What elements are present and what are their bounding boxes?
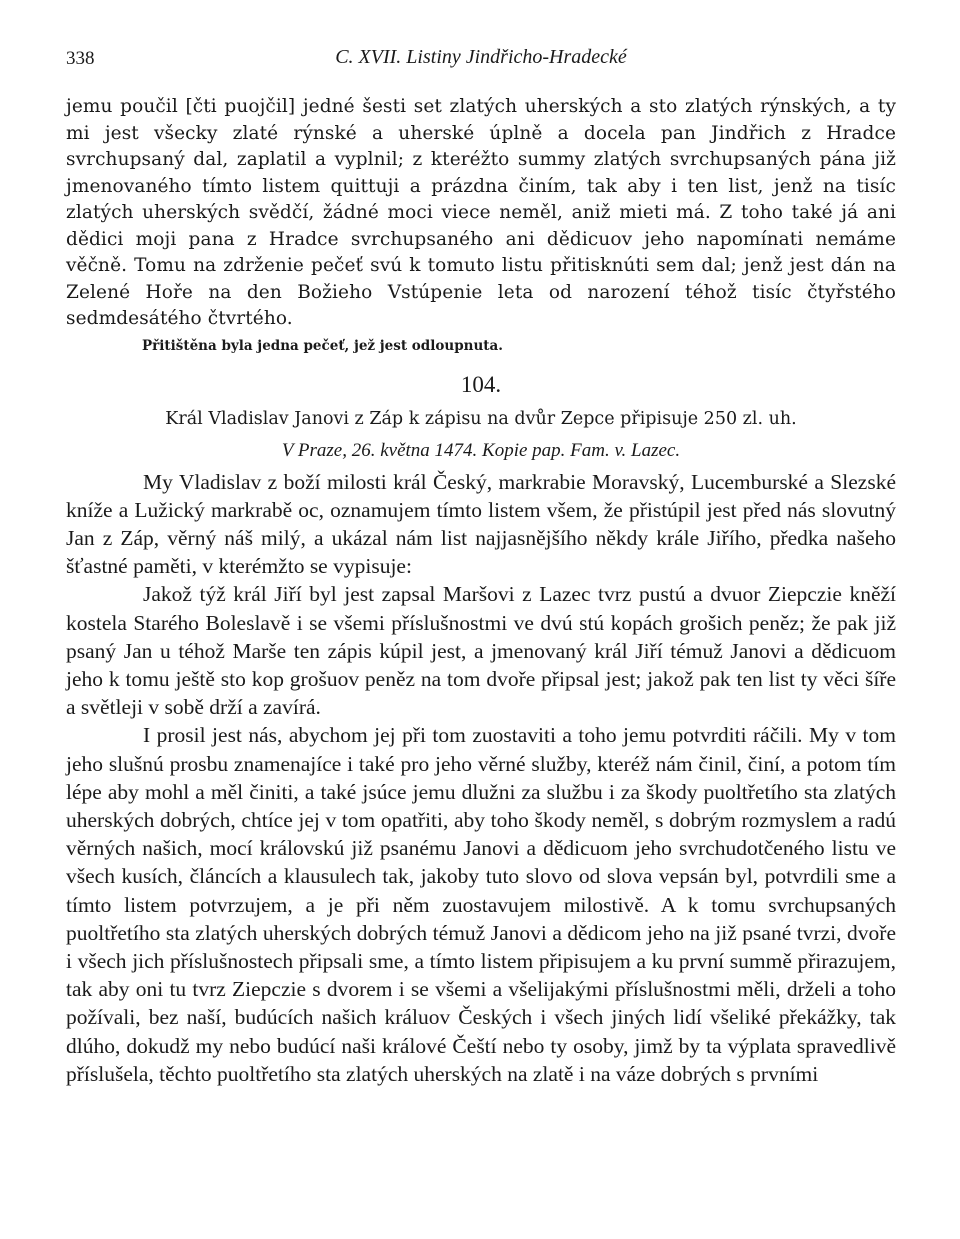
- document-body: [66, 468, 896, 1088]
- document-number: 104.: [460, 371, 502, 397]
- page-number: 338: [66, 48, 95, 69]
- seal-note: Přitištěna byla jedna pečeť, jež jest odloupnuta.: [142, 337, 503, 354]
- previous-document-text: jemu poučil [čti puojčil] jedné šesti set zlatých uherských a sto zlatých rýnských, a ty mi jest všecky zlaté rýnské a uherské úplně a docela pan Jindřich z Hradce svrchupsaný dal, zaplatil a vyplnil; z kteréžto summy zlatých svrchupsaných pána již jmenovaného tímto listem quittuji a prázdna činím, tak aby i ten list, jenž na tisíc zlatých uherských svědčí, žádné moci viece neměl, aniž mieti má. Z toho také já ani dědici moji pana z Hradce svrchupsaného ani dědicuov jeho napomínati nemáme věčně. Tomu na zdrženie pečeť svú k tomuto listu přitisknúti sem dal; jenž jest dán na Zelené Hoře na den Božieho Vstúpenie leta od narození téhož tisíc čtyřstého sedmdesátého čtvrtého.: [66, 96, 896, 329]
- page-header: [66, 40, 896, 80]
- running-title: C. XVII. Listiny Jindřicho-Hradecké: [335, 46, 627, 68]
- body-paragraph: My Vladislav z boží milosti král Český, markrabie Moravský, Lucemburské a Slezské kníže a Lužický markrabě oc, oznamujem tímto listem všem, že přistúpil jest před nás slovutný Jan z Záp, věrný náš milý, a ukázal nám list najjasnějšího někdy krále Jiřího, předka našeho šťastné paměti, v kterémžto se vypisuje:: [66, 469, 896, 579]
- document-page: [66, 40, 896, 1088]
- body-paragraph: Jakož týž král Jiří byl jest zapsal Maršovi z Lazec tvrz pustú a dvuor Ziepczie kněží kostela Starého Boleslavě i se všemi příslušnostmi ve dvú stú kopách grošich peněz; že pak již psaný Jan u téhož Marše ten zápis kúpil jest, a jmenovaný král Jiří témuž Janovi a dědicuom jeho k tomu ještě sto kop grošuov peněz na tom dvoře připsal jest; jakož pak ten list ty věci šíře a světleji v sobě drží a zavírá.: [66, 582, 896, 720]
- document-regest: Král Vladislav Janovi z Záp k zápisu na dvůr Zepce připisuje 250 zl. uh.: [165, 408, 797, 429]
- document-dating: V Praze, 26. května 1474. Kopie pap. Fam. v. Lazec.: [281, 439, 681, 461]
- body-paragraph: I prosil jest nás, abychom jej při tom zuostaviti a toho jemu potvrditi ráčili. My v tom jeho slušnú prosbu znamenajíce i také pro jeho věrné služby, kteréž nám činil, činí, a potom tím lépe aby mohl a měl činiti, a také jsúce jemu dlužni za službu i za škody puoltřetího sta zlatých uherských dobrých, chtíce jej v tom opatřiti, aby toho škody neměl, s dobrým rozmyslem a radú věrných našich, mocí královskú již psanému Janovi a dědicuom jeho svrchudotčeného listu ve všech kusích, článcích a klausulech tak, jakoby tuto slovo od slova vepsán byl, potvrdili sme a tímto listem potvrzujem, a je při něm zuostavujem milostivě. A k tomu svrchupsaných puoltřetího sta zlatých uherských dobrých témuž Janovi a dědicom jeho na již psané tvrzi, dvoře i všech jich příslušnostech připsali sme, a tímto listem připisujem a ku první summě přirazujem, tak aby oni tu tvrz Ziepczie s dvorem i se všemi a všelijakými příslušnostmi měli, drželi a toho požívali, bez naší, budúcích našich králuov Českých i všech jiných lidí všeliké překážky, tak dlúho, dokudž my nebo budúcí naši králové Čeští nebo ty osoby, jimž by ta výplata spravedlivě příslušela, těchto puoltřetího sta zlatých uherských na zlatě i na váze dobrých s prvními: [66, 723, 896, 1086]
